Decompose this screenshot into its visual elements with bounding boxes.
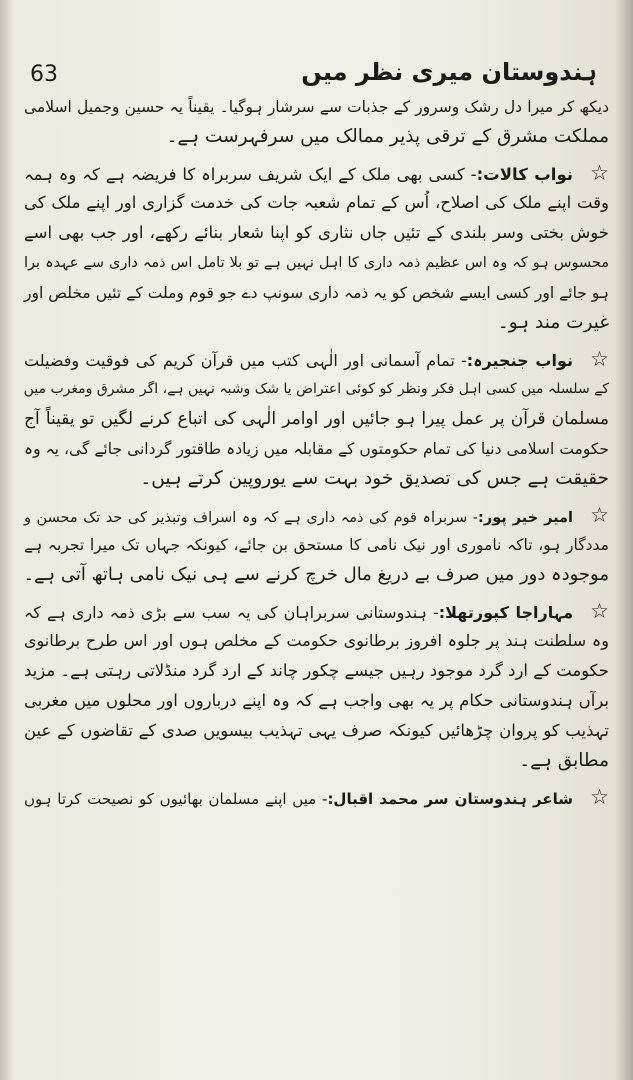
text-line: وقت اپنے ملک کی اصلاح، اُس کے تمام شعبہ جات کی خدمت گزاری اور اپنے ملک کی — [24, 193, 609, 212]
text-line: مسلمان قرآن پر عمل پیرا ہو جائیں اور اوامر الٰہی کی اتباع کرنے لگیں تو یقیناً آج — [24, 409, 609, 429]
section-heading: مہاراجا کپورتھلا: — [438, 603, 573, 622]
text-line: ہو جائے اور کسی ایسے شخص کو یہ ذمہ داری سونپ دے جو قوم وملت کے تئیں مخلص اور — [24, 284, 609, 302]
text-line: مددگار ہو، تاکہ ناموری اور نیک نامی کا مستحق بن جائے، کیونکہ جہاں تک میرا تجربہ ہے — [24, 536, 609, 554]
text-line: ☆نواب کالات:- کسی بھی ملک کے ایک شریف سربراہ کا فریضہ ہے کہ وہ ہمہ — [24, 158, 609, 188]
text-line: ☆امیر خیر پور:- سربراہ قوم کی ذمہ داری ہے کہ وہ اسراف وتبذیر کی حد تک محسن و — [24, 500, 609, 530]
section-iqbal — [24, 782, 609, 812]
text-line: مملکت مشرق کے ترقی پذیر ممالک میں سرفہرست ہے۔ — [166, 126, 609, 147]
running-head: ہندوستان میری نظر میں — [301, 58, 597, 86]
text-line: برآں ہندوستانی حکام پر یہ بھی واجب ہے کہ وہ اپنے درباروں اور محلوں میں مغربی — [24, 691, 609, 710]
section-amir-khairpur — [24, 500, 609, 590]
text-line: تہذیب کو پروان چڑھائیں کیونکہ صرف یہی تہذیب بیسویں صدی کے تقاضوں کے عین — [24, 721, 609, 740]
text-line: دیکھ کر میرا دل رشک وسرور کے جذبات سے سرشار ہوگیا۔ یقیناً یہ حسین وجمیل اسلامی — [24, 98, 609, 116]
text-line: ☆نواب جنجیرہ:- تمام آسمانی اور الٰہی کتب میں قرآن کریم کی فوقیت وفضیلت — [24, 344, 609, 374]
star-icon: ☆ — [590, 347, 609, 371]
page-number: 63 — [30, 62, 58, 87]
star-icon: ☆ — [590, 503, 609, 527]
text-line: موجودہ دور میں صرف بے دریغ مال خرچ کرنے سے ہی نیک نامی ہاتھ آتی ہے۔ — [23, 564, 609, 585]
text-line: ☆شاعر ہندوستان سر محمد اقبال:- میں اپنے مسلمان بھائیوں کو نصیحت کرتا ہوں — [24, 782, 609, 812]
text-line: کے سلسلہ میں کسی اہل فکر ونظر کو کوئی اعتراض یا شک وشبہ نہیں ہے، اگر مشرق ومغرب میں — [23, 381, 609, 397]
star-icon: ☆ — [590, 785, 609, 809]
page-edge-shadow — [615, 0, 633, 1080]
text-line: غیرت مند ہو۔ — [497, 312, 609, 333]
text-line: حکومت کے ارد گرد موجود رہیں جیسے چکور چاند کے ارد گرد منڈلاتی رہتی ہے۔ مزید — [24, 661, 609, 680]
star-icon: ☆ — [590, 161, 609, 185]
section-heading: شاعر ہندوستان سر محمد اقبال: — [327, 790, 573, 808]
text-line: حکومت اسلامی دنیا کی تمام حکومتوں کے مقابلہ میں زیادہ طاقتور گردانی جائے گی، یہ وہ — [24, 440, 609, 458]
section-intro — [24, 92, 609, 152]
page-body — [24, 92, 609, 812]
text-line: حقیقت ہے جس کی تصدیق خود بہت سے یوروپین کرتے ہیں۔ — [140, 468, 609, 489]
text-line: خوش بختی وسر بلندی کے تئیں جاں نثاری کو اپنا شعار بنائے رکھے، اور جب بھی اسے — [24, 223, 609, 242]
star-icon: ☆ — [590, 599, 609, 623]
text-line: ☆مہاراجا کپورتھلا:- ہندوستانی سربراہان کی یہ سب سے بڑی ذمہ داری ہے کہ — [24, 596, 609, 626]
section-heading: نواب جنجیرہ: — [466, 351, 573, 370]
section-heading: امیر خیر پور: — [478, 510, 573, 526]
text-line: مطابق ہے۔ — [519, 750, 609, 771]
section-nawab-kalat — [24, 158, 609, 338]
text-line: محسوس ہو کہ وہ اس عظیم ذمہ داری کا اہل نہیں ہے تو بلا تامل اس ذمہ داری سے عہدہ برا — [24, 255, 609, 271]
text-line: وہ سلطنت ہند پر جلوہ افروز برطانوی حکومت کے مخلص ہوں اور اس طرح برطانوی — [24, 631, 609, 650]
section-heading: نواب کالات: — [476, 165, 573, 184]
page-gutter-shadow — [0, 0, 14, 1080]
section-maharaja-kapurthala — [24, 596, 609, 776]
section-nawab-janjira — [24, 344, 609, 494]
